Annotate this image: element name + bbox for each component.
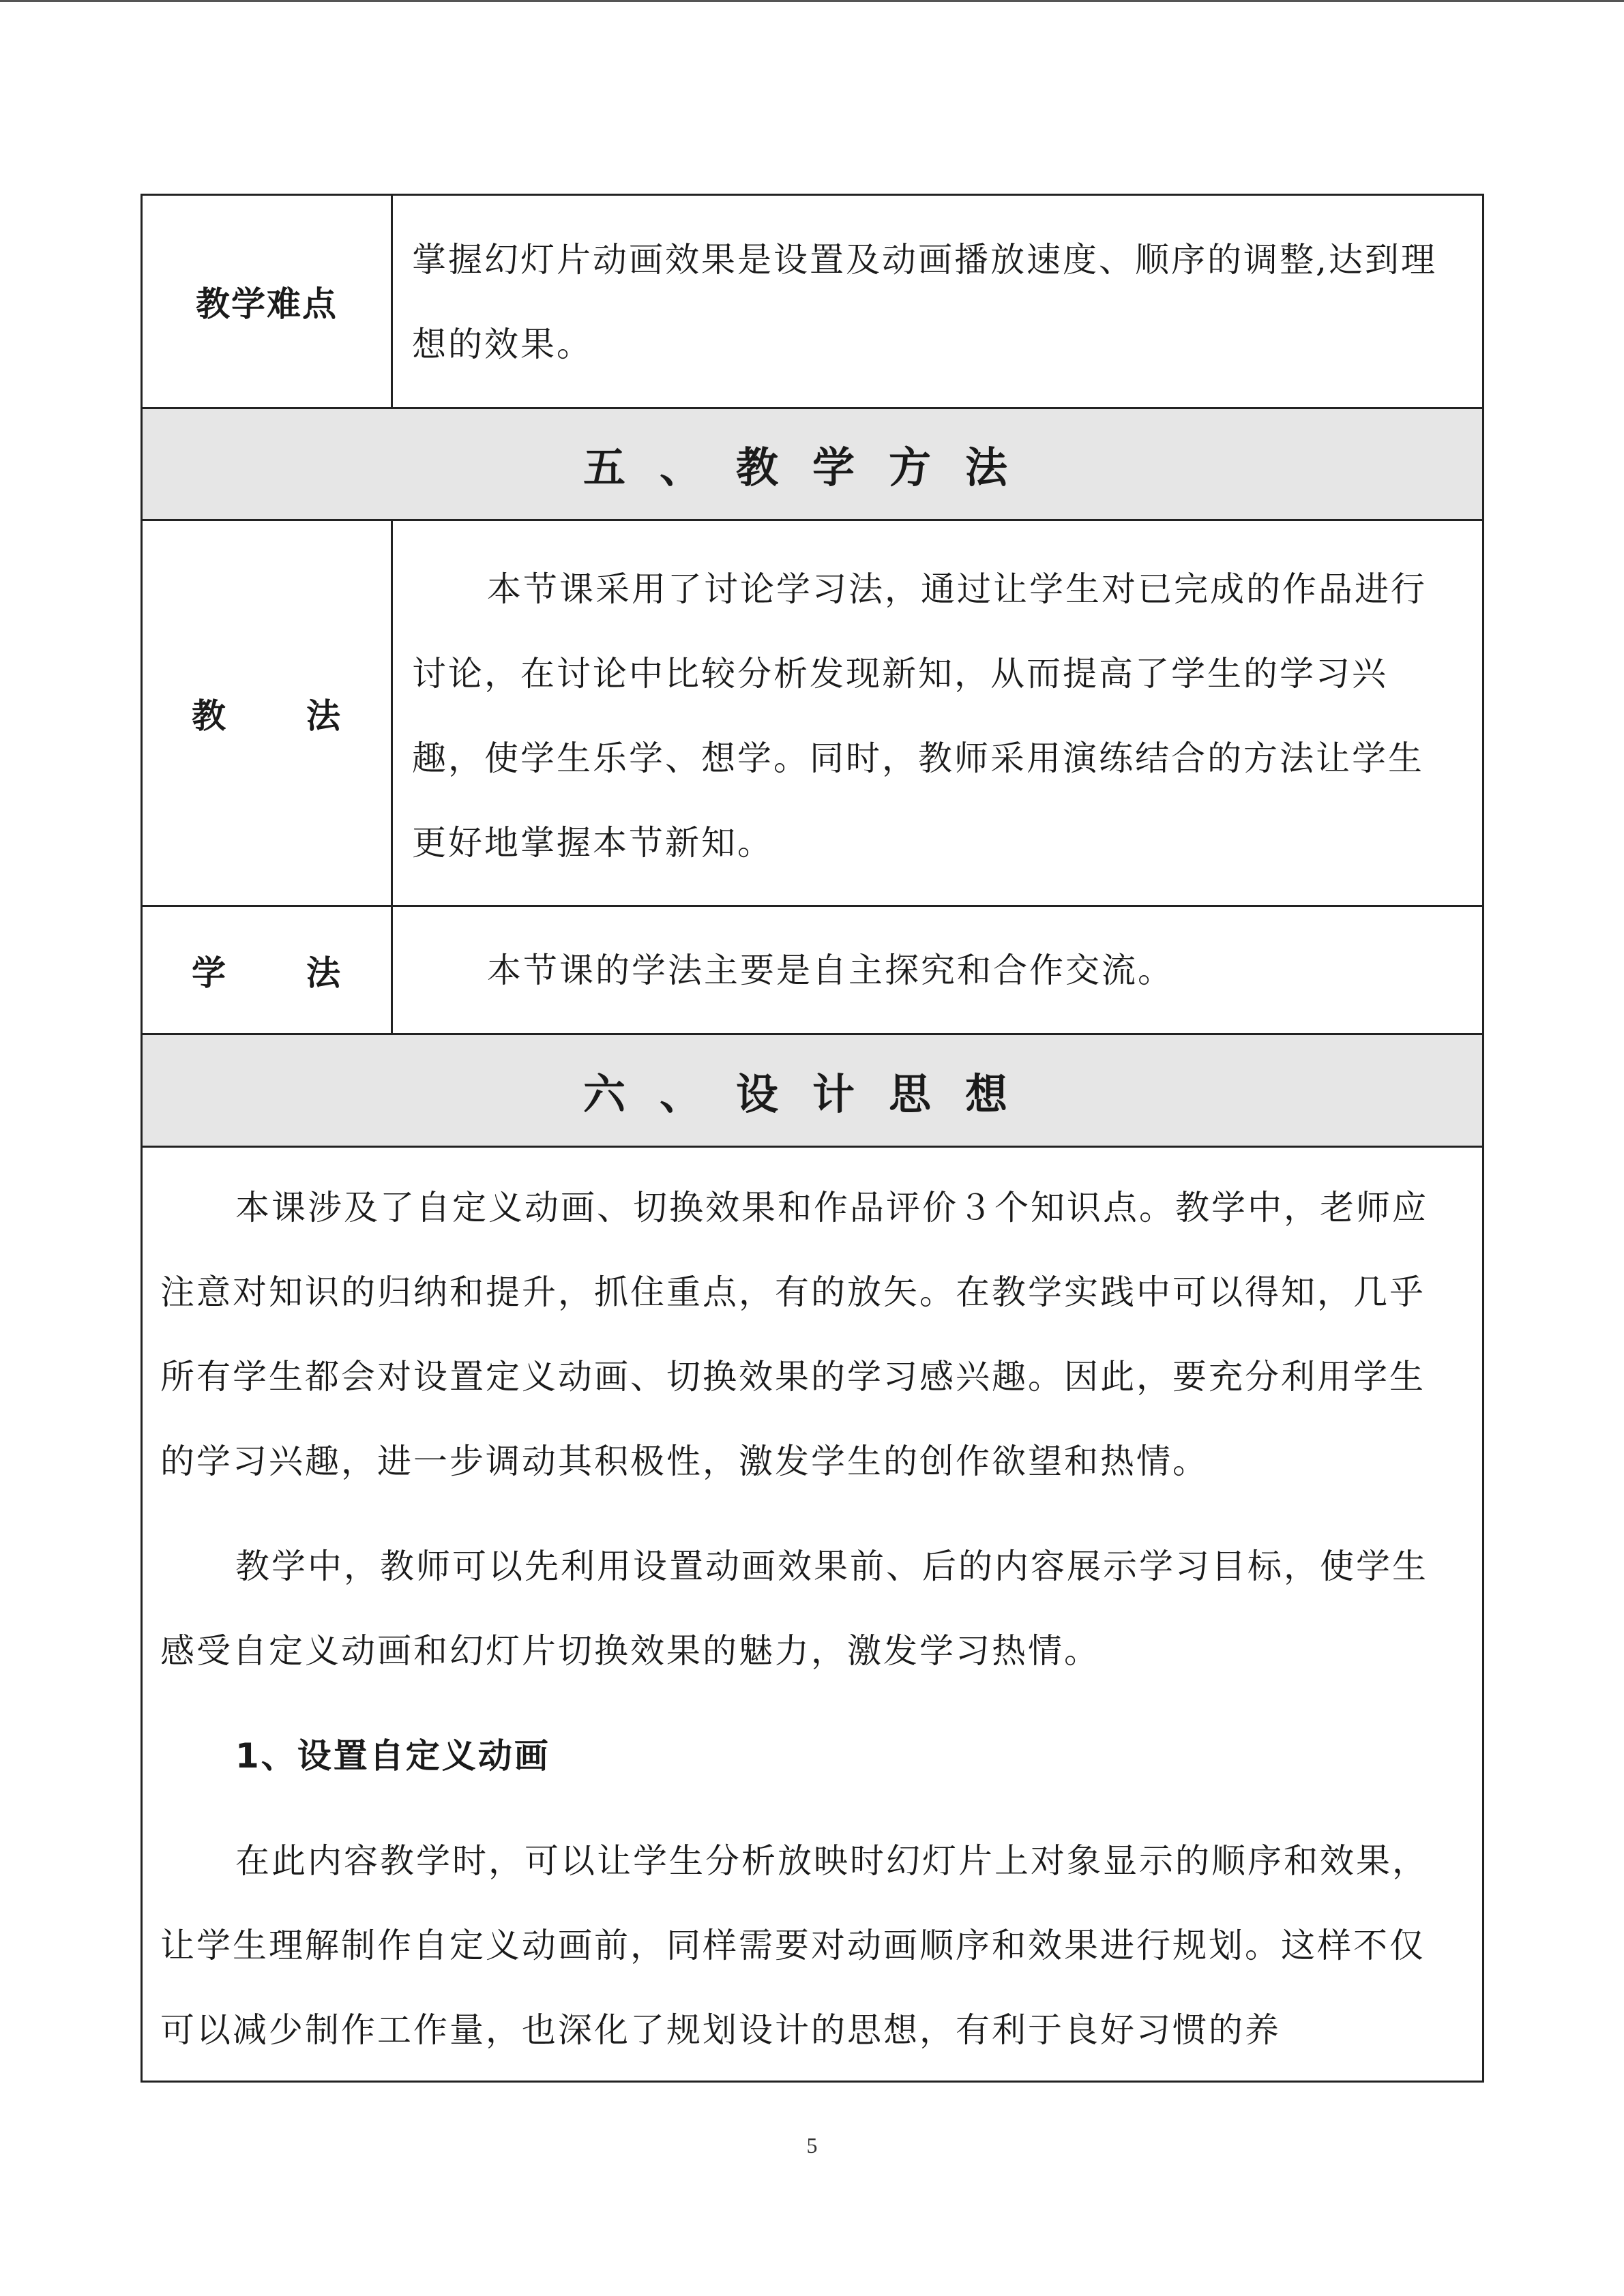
row-teaching-method: [143, 521, 1482, 907]
row-teaching-difficulty: [143, 196, 1482, 409]
design-subheading: 1、设置自定义动画: [235, 1736, 550, 1776]
design-thinking-content: [143, 1148, 1482, 2081]
teaching-method-label: [143, 521, 393, 905]
learning-method-text: 本节课的学法主要是自主探究和合作交流。: [487, 950, 1174, 990]
section-six-title: 六、设计思想: [582, 1069, 1042, 1119]
teaching-method-content: [393, 521, 1482, 905]
design-paragraph-3: 在此内容教学时，可以让学生分析放映时幻灯片上对象显示的顺序和效果，让学生理解制作自定义动画前，同样需要对动画顺序和效果进行规划。这样不仅可以减少制作工作量，也深化了规划设计的思想，有利于良好习惯的养: [160, 1841, 1428, 2050]
section-six-header: [143, 1035, 1482, 1148]
teaching-method-label-char-2: 法: [306, 696, 342, 736]
learning-method-label-char-1: 学: [192, 953, 227, 993]
section-five-title: 五、教学方法: [582, 443, 1042, 492]
difficulty-label: 教学难点: [143, 196, 393, 407]
page-number: 5: [806, 2133, 818, 2158]
learning-method-label-char-2: 法: [306, 953, 342, 993]
section-five-header: [143, 409, 1482, 521]
design-paragraph-2: 教学中，教师可以先利用设置动画效果前、后的内容展示学习目标，使学生感受自定义动画和幻灯片切换效果的魅力，激发学习热情。: [160, 1547, 1428, 1671]
teaching-method-label-char-1: 教: [192, 696, 227, 736]
difficulty-content: 掌握幻灯片动画效果是设置及动画播放速度、顺序的调整,达到理想的效果。: [412, 240, 1437, 364]
learning-method-content: [393, 907, 1482, 1033]
page-top-rule: [0, 0, 1624, 2]
row-learning-method: [143, 907, 1482, 1035]
learning-method-label: [143, 907, 393, 1033]
lesson-plan-table: [141, 194, 1484, 2083]
teaching-method-text: 本节课采用了讨论学习法，通过让学生对已完成的作品进行讨论，在讨论中比较分析发现新知，从而提高了学生的学习兴趣，使学生乐学、想学。同时，教师采用演练结合的方法让学生更好地掌握本节新知。: [412, 569, 1427, 863]
design-paragraph-1: 本课涉及了自定义动画、切换效果和作品评价３个知识点。教学中，老师应注意对知识的归纳和提升，抓住重点，有的放矢。在教学实践中可以得知，几乎所有学生都会对设置定义动画、切换效果的学习感兴趣。因此，要充分利用学生的学习兴趣，进一步调动其积极性，激发学生的创作欲望和热情。: [160, 1188, 1428, 1481]
row-design-thinking: [143, 1148, 1482, 2081]
